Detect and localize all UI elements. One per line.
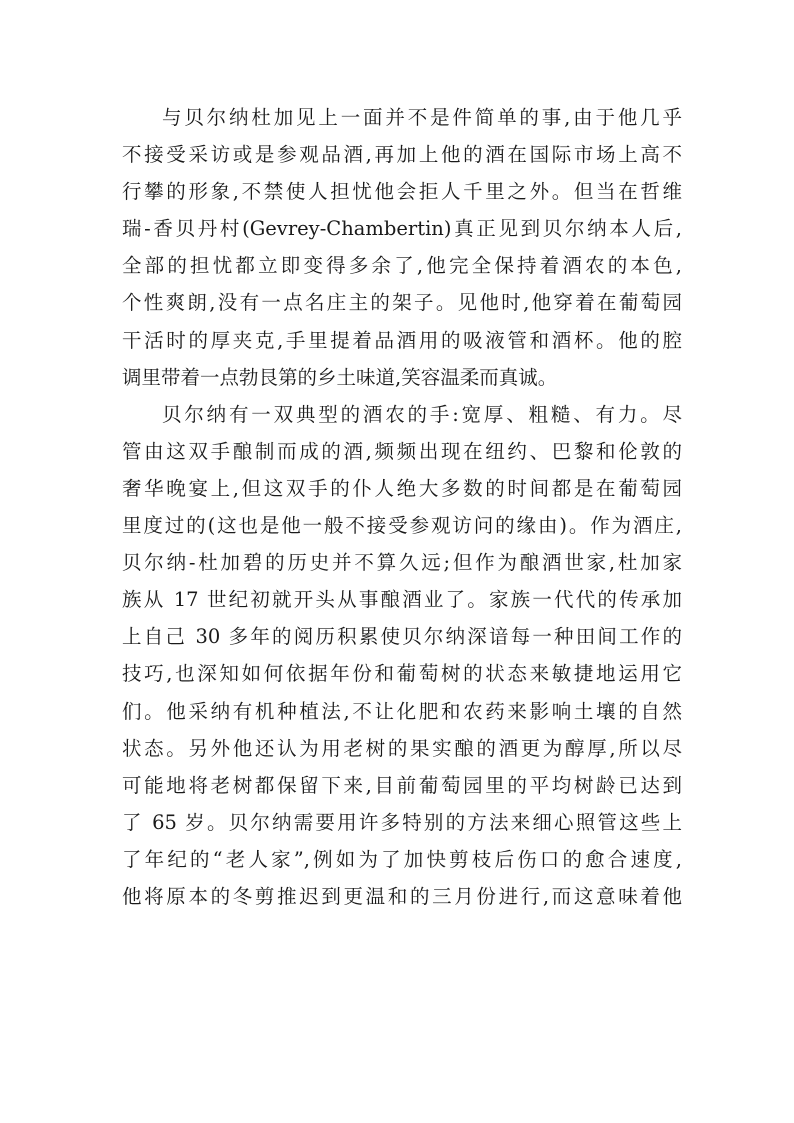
text-line: 里度过的(这也是他一般不接受参观访问的缘由)。作为酒庄,	[122, 514, 682, 538]
text-line: 瑞-香贝丹村(Gevrey-Chambertin)真正见到贝尔纳本人后,	[122, 217, 682, 241]
text-line: 不接受采访或是参观品酒,再加上他的酒在国际市场上高不	[122, 143, 682, 167]
text-line: 他将原本的冬剪推迟到更温和的三月份进行,而这意味着他	[122, 884, 682, 908]
text-line: 全部的担忧都立即变得多余了,他完全保持着酒农的本色,	[122, 254, 682, 278]
article-body	[122, 99, 682, 915]
text-line: 个性爽朗,没有一点名庄主的架子。见他时,他穿着在葡萄园	[122, 291, 682, 315]
paragraph-1	[122, 99, 682, 396]
text-line: 族从 17 世纪初就开头从事酿酒业了。家族一代代的传承加	[122, 588, 682, 612]
text-line: 调里带着一点勃艮第的乡土味道,笑容温柔而真诚。	[122, 365, 558, 389]
text-line: 奢华晚宴上,但这双手的仆人绝大多数的时间都是在葡萄园	[122, 476, 682, 500]
text-line: 贝尔纳有一双典型的酒农的手:宽厚、粗糙、有力。尽	[162, 402, 682, 426]
text-line: 们。他采纳有机种植法,不让化肥和农药来影响土壤的自然	[122, 699, 682, 723]
text-line: 行攀的形象,不禁使人担忧他会拒人千里之外。但当在哲维	[122, 180, 682, 204]
text-line: 上自己 30 多年的阅历积累使贝尔纳深谙每一种田间工作的	[122, 625, 682, 649]
text-line: 与贝尔纳杜加见上一面并不是件简单的事,由于他几乎	[162, 106, 682, 129]
text-line: 可能地将老树都保留下来,目前葡萄园里的平均树龄已达到	[122, 773, 682, 797]
text-line: 管由这双手酿制而成的酒,频频出现在纽约、巴黎和伦敦的	[122, 439, 682, 463]
text-line: 干活时的厚夹克,手里提着品酒用的吸液管和酒杯。他的腔	[122, 328, 682, 352]
text-line: 状态。另外他还认为用老树的果实酿的酒更为醇厚,所以尽	[122, 736, 682, 760]
text-line: 了年纪的“老人家”,例如为了加快剪枝后伤口的愈合速度,	[122, 847, 682, 871]
text-line: 贝尔纳-杜加碧的历史并不算久远;但作为酿酒世家,杜加家	[122, 551, 682, 575]
text-line: 技巧,也深知如何依据年份和葡萄树的状态来敏捷地运用它	[122, 662, 682, 686]
paragraph-2	[122, 396, 682, 915]
text-line: 了 65 岁。贝尔纳需要用许多特别的方法来细心照管这些上	[122, 810, 682, 834]
